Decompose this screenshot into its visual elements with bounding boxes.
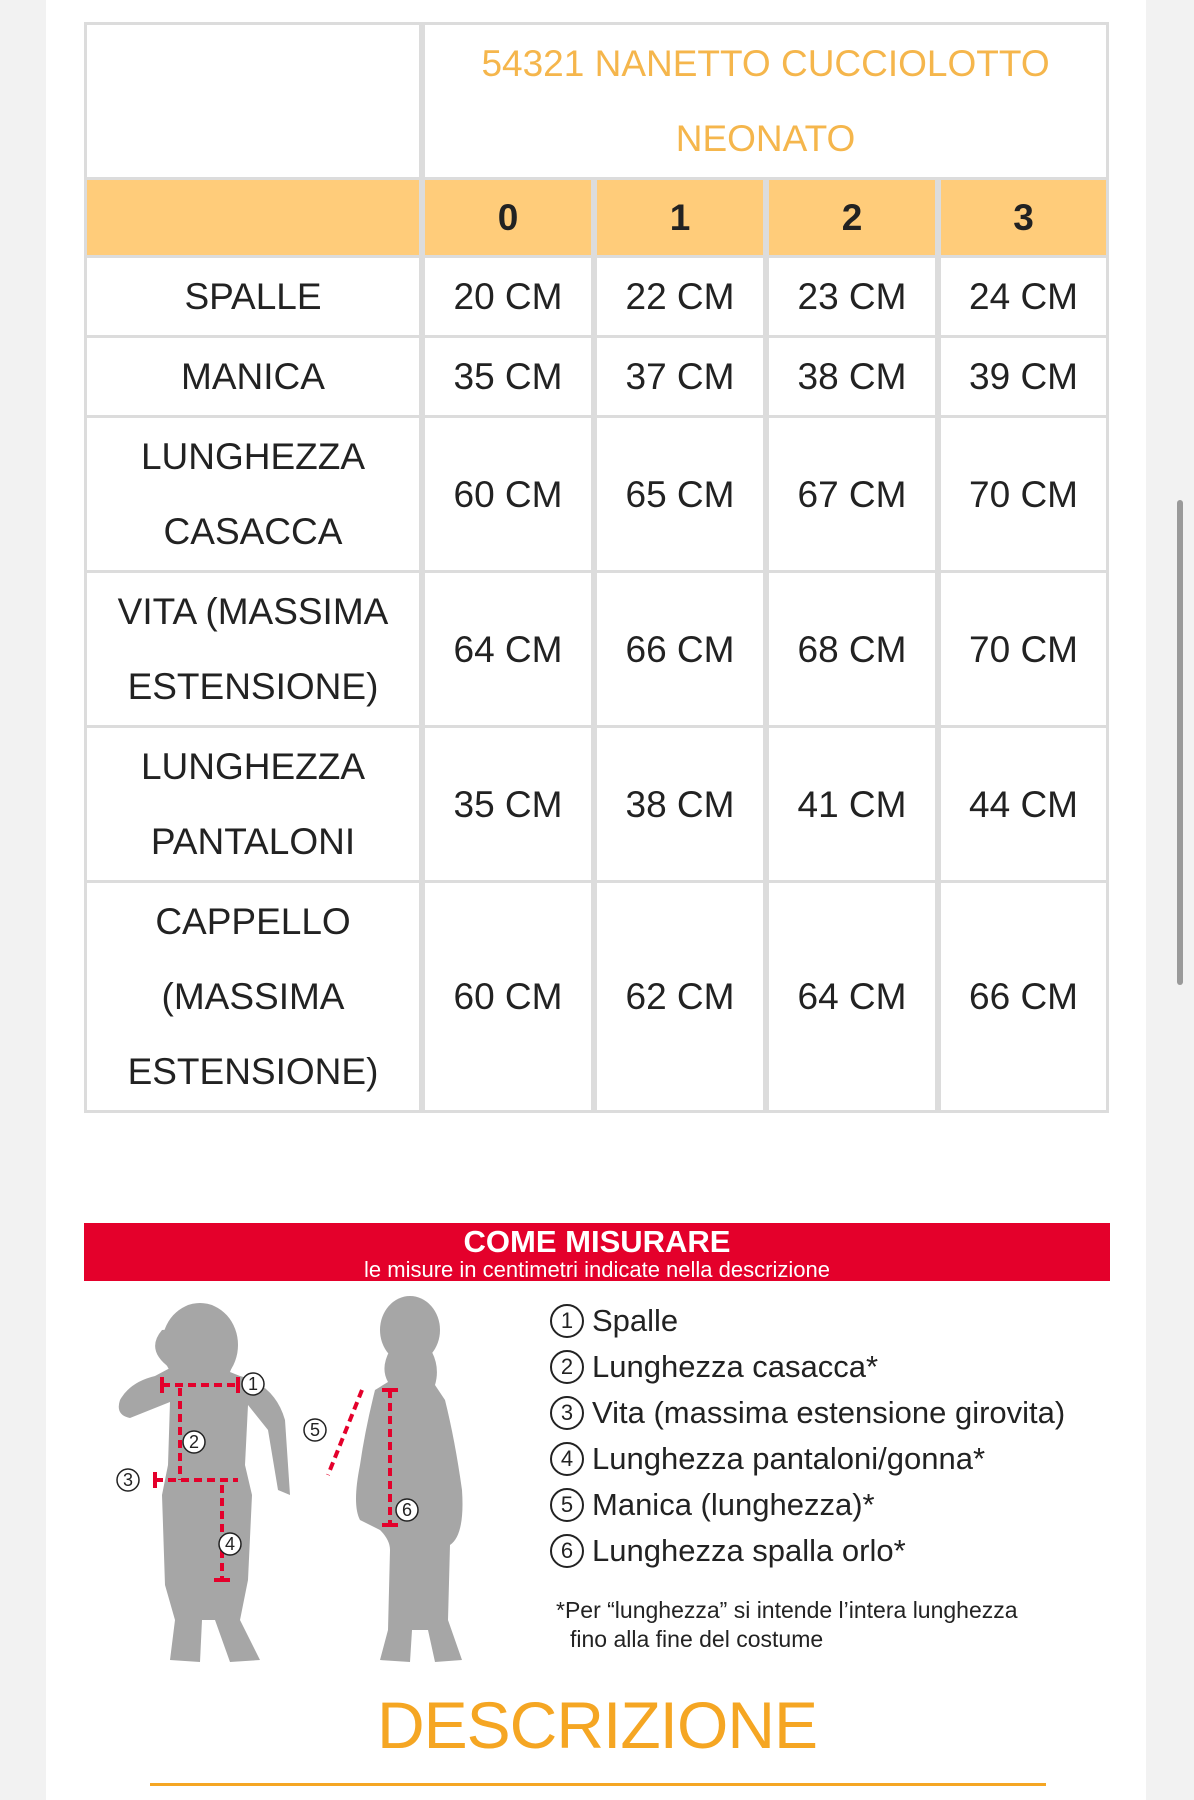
svg-text:2: 2 [188,1432,200,1452]
measure-guide-banner [84,1223,1110,1281]
table-cell: 23 CM [766,258,938,338]
table-cell: 66 CM [594,573,766,728]
table-cell: 24 CM [938,258,1109,338]
product-title-line2: NEONATO [675,118,856,159]
row-label: LUNGHEZZA CASACCA [84,418,422,573]
table-cell: 35 CM [422,338,594,418]
measure-guide-subtitle: le misure in centimetri indicate nella descrizione [364,1257,830,1282]
size-header: 1 [594,180,766,258]
list-item: 2 Lunghezza casacca* [550,1344,1110,1390]
table-cell: 60 CM [422,883,594,1113]
row-label: SPALLE [84,258,422,338]
table-row [84,728,1109,883]
table-cell: 38 CM [766,338,938,418]
table-cell: 60 CM [422,418,594,573]
table-cell: 41 CM [766,728,938,883]
size-header: 2 [766,180,938,258]
svg-text:6: 6 [401,1500,413,1520]
row-label: MANICA [84,338,422,418]
table-row [84,883,1109,1113]
table-cell: 22 CM [594,258,766,338]
table-cell: 68 CM [766,573,938,728]
scrollbar[interactable] [1177,500,1183,985]
table-cell: 70 CM [938,418,1109,573]
table-cell: 65 CM [594,418,766,573]
list-item: 4 Lunghezza pantaloni/gonna* [550,1436,1110,1482]
table-cell: 35 CM [422,728,594,883]
table-cell: 20 CM [422,258,594,338]
size-table [84,22,1109,1113]
table-cell: 67 CM [766,418,938,573]
svg-text:3: 3 [122,1470,134,1490]
table-cell: 37 CM [594,338,766,418]
list-item: 1 Spalle [550,1298,1110,1344]
measure-guide-title: COME MISURARE [463,1224,731,1259]
table-cell: 44 CM [938,728,1109,883]
table-corner-cell [84,22,422,180]
svg-text:4: 4 [224,1534,236,1554]
table-cell: 39 CM [938,338,1109,418]
svg-text:1: 1 [247,1374,259,1394]
table-cell: 70 CM [938,573,1109,728]
product-title [422,22,1109,180]
table-row [84,258,1109,338]
measure-legend [550,1298,1110,1574]
list-item: 6 Lunghezza spalla orlo* [550,1528,1110,1574]
section-divider [150,1783,1046,1786]
table-cell: 64 CM [766,883,938,1113]
size-header-row [84,180,1109,258]
table-cell: 66 CM [938,883,1109,1113]
table-row [84,418,1109,573]
size-header: 0 [422,180,594,258]
table-cell: 38 CM [594,728,766,883]
table-row [84,573,1109,728]
product-title-line1: 54321 NANETTO CUCCIOLOTTO [481,43,1050,84]
row-label: CAPPELLO (MASSIMA ESTENSIONE) [84,883,422,1113]
svg-text:5: 5 [309,1420,321,1440]
row-label: VITA (MASSIMA ESTENSIONE) [84,573,422,728]
table-cell: 62 CM [594,883,766,1113]
table-cell: 64 CM [422,573,594,728]
list-item: 5 Manica (lunghezza)* [550,1482,1110,1528]
list-item: 3 Vita (massima estensione girovita) [550,1390,1110,1436]
table-row [84,338,1109,418]
table-title-row [84,22,1109,180]
child-side-silhouette-icon [356,1296,463,1662]
length-note: *Per “lunghezza” si intende l’intera lunghezza fino alla fine del costume [556,1597,1018,1652]
section-title-descrizione: DESCRIZIONE [376,1688,818,1762]
row-label: LUNGHEZZA PANTALONI [84,728,422,883]
size-header-blank [84,180,422,258]
child-front-silhouette-icon [119,1303,290,1662]
measurement-figures [90,1290,530,1680]
size-header: 3 [938,180,1109,258]
